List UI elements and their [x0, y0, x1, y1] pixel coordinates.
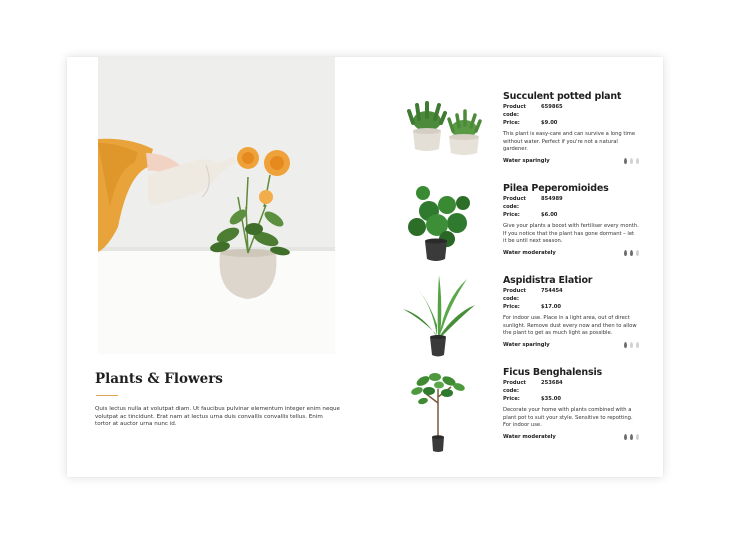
product-description: Decorate your home with plants combined with a plant pot to suit your style. Sensitive to repotting. For indoor use. — [503, 407, 633, 429]
water-info — [503, 250, 639, 258]
water-instructions: Water moderately — [503, 249, 556, 256]
water-drop-icon — [636, 434, 639, 440]
product-card — [393, 367, 663, 457]
product-code: 253684 — [541, 380, 563, 386]
product-name: Succulent potted plant — [503, 91, 622, 102]
brochure-page — [67, 57, 663, 477]
water-level-indicator — [624, 342, 639, 348]
product-code-label: Product code: — [503, 196, 526, 210]
price-label: Price: — [503, 120, 520, 126]
water-drop-icon — [630, 158, 633, 164]
intro-paragraph: Quis lectus nulla at volutpat diam. Ut faucibus pulvinar elementum integer enim neque volutpat ac tincidunt. Erat nam at lectus urna duis convallis convallis tellus. Enim tortor at auctor urna nunc id. — [95, 406, 340, 428]
succulent-pots-image — [393, 91, 483, 181]
watering-flowers-photo — [98, 57, 335, 354]
product-name: Aspidistra Elatior — [503, 275, 593, 286]
water-info — [503, 342, 639, 350]
product-price: $35.00 — [541, 396, 562, 402]
product-price: $17.00 — [541, 304, 562, 310]
ficus-tree-image — [393, 367, 483, 457]
product-name: Pilea Peperomioides — [503, 183, 609, 194]
product-price: $9.00 — [541, 120, 558, 126]
water-instructions: Water sparingly — [503, 341, 550, 348]
product-description: Give your plants a boost with fertiliser every month. If you notice that the plant has gone dormant – let it be until next season. — [503, 223, 639, 245]
water-drop-icon — [636, 250, 639, 256]
product-card — [393, 183, 663, 273]
price-label: Price: — [503, 212, 520, 218]
page-title: Plants & Flowers — [95, 371, 223, 387]
water-instructions: Water sparingly — [503, 157, 550, 164]
water-drop-icon — [636, 158, 639, 164]
water-drop-icon — [624, 342, 627, 348]
water-drop-icon — [624, 158, 627, 164]
product-code: 754454 — [541, 288, 563, 294]
title-underline — [96, 395, 118, 396]
water-level-indicator — [624, 250, 639, 256]
product-card — [393, 91, 663, 181]
product-code-label: Product code: — [503, 288, 526, 302]
product-card — [393, 275, 663, 365]
water-level-indicator — [624, 434, 639, 440]
product-price: $6.00 — [541, 212, 558, 218]
product-code-label: Product code: — [503, 104, 526, 118]
pilea-plant-image — [393, 183, 483, 273]
aspidistra-plant-image — [393, 275, 483, 365]
water-level-indicator — [624, 158, 639, 164]
product-code: 854989 — [541, 196, 563, 202]
product-description: This plant is easy-care and can survive a long time without water. Perfect if you're not a natural gardener. — [503, 131, 636, 153]
product-description: For indoor use. Place in a light area, out of direct sunlight. Remove dust every now and then to allow the plant to get as much light as possible. — [503, 315, 637, 337]
price-label: Price: — [503, 304, 520, 310]
water-drop-icon — [630, 250, 633, 256]
water-info — [503, 158, 639, 166]
water-instructions: Water moderately — [503, 433, 556, 440]
price-label: Price: — [503, 396, 520, 402]
product-code: 659865 — [541, 104, 563, 110]
water-drop-icon — [624, 434, 627, 440]
product-name: Ficus Benghalensis — [503, 367, 602, 378]
water-drop-icon — [624, 250, 627, 256]
water-info — [503, 434, 639, 442]
product-code-label: Product code: — [503, 380, 526, 394]
water-drop-icon — [636, 342, 639, 348]
water-drop-icon — [630, 342, 633, 348]
water-drop-icon — [630, 434, 633, 440]
